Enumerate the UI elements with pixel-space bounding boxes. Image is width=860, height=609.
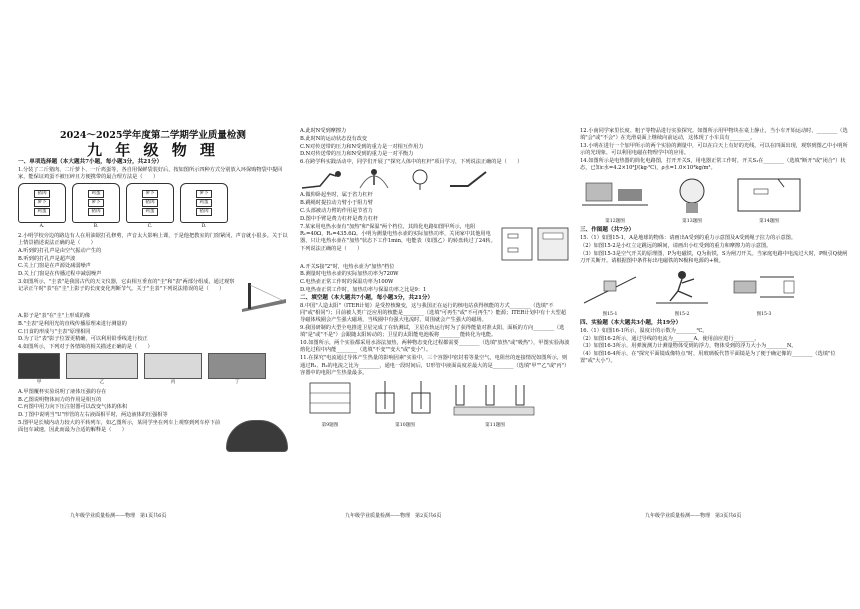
question-11: 11.在探究"电流通过导体产生热量的影响因素"实验中，三个容器中密封着等量空气，电阻丝的连接情况如图所示，则通过R₁、R₂的电流之比为________，通电一段时间后，U形管中液面高度差最大的是________（选填"甲""乙"或"丙"）容器中的电阻产生热量最多。 — [300, 355, 570, 376]
q3-option-d: D.为了让"表"影子位置更精确，可以利用铅垂线进行校正 — [18, 336, 148, 343]
q7-option-d: D.电热壶正常工作时，加热功率与保温功率之比是9：1 — [300, 287, 427, 294]
q4-option-b: B.乙图说明物体间力的作用是相互的 — [18, 396, 102, 403]
question-6: 6.在跨学科实践活动中，同学们开展了"探究人体中的杠杆"项目学习，下列说法正确的是（ ） — [300, 159, 523, 166]
question-16-1: 16.（1）如图16-1所示，温度计的示数为________℃。 — [580, 327, 708, 334]
fig15-1 — [580, 267, 640, 307]
q3-block — [18, 279, 288, 313]
fig13 — [662, 175, 722, 215]
fig10 — [370, 379, 440, 419]
q4-option-d: D.丁图中说明当"U"形管的左右液面相平时，两边液体的压强相等 — [18, 412, 168, 419]
question-13: 13.小明在进行一个加甲所示的两个实验的测量中，可以在白天上有好的光线，可以在四面出现，观察到图乙中小明所示的光现象，可以利用电磁在物理学中的应用。 — [580, 143, 848, 157]
bag-c: 萝卜 猪肉 鸡蛋 C. — [126, 183, 174, 230]
fig9 — [300, 379, 360, 419]
question-8: 8.中国"人造太阳"（ITER计划）是受控核聚变，这与我国正在运行的核电站获得核能的方式________（选填"不同"或"相同"）；目前被人类广泛应用的核能是________（选填"可再生"或"不可再生"）能源；ITER计划中有十大型超导磁体线圈会产生强大磁场，当线圈中有强大电流时，周围就会产生强大的磁场。 — [300, 302, 566, 324]
bag-d: 萝卜 鸡蛋 猪肉 D. — [180, 183, 228, 230]
q2-option-d: D.关上门窗是在传播过程中减弱噪声 — [18, 271, 102, 278]
fig15-2 — [652, 267, 712, 307]
section-4-heading: 四、实验题（本大题共3小题，共19分） — [580, 319, 682, 326]
footer-page-1: 九年级学业质量检测——物理 第1页共6页 — [70, 513, 167, 519]
footer-page-2: 九年级学业质量检测——物理 第2页共6页 — [345, 513, 442, 519]
q12-14-figure-row: 第12题图 第13题图 第14题图 — [580, 175, 850, 226]
question-7: 7.某家用电热水壶有"加热"和"保温"两个档位，其简化电路如图甲所示，电阻R₁=40Ω，R₂=435.6Ω。小明为测量电热水壶的实际加热功率，关闭家中其他用电器，只让电热水壶在"加热"状态下工作1min，电能表（如图乙）的转盘转过了24转。下列说法正确的是（ ） — [300, 223, 496, 252]
q6-option-c: C.头部被动力臂的作用是节省力 — [300, 208, 373, 215]
question-16-3: （3）如图16-3所示，用弹簧测力计测量物体受到的浮力，物体受到的浮力大小为________N。 — [580, 343, 797, 350]
exam-subject-title: 九 年 级 物 理 — [87, 141, 219, 159]
q2-option-c: C.关上门窗是在声源处减弱噪声 — [18, 263, 91, 270]
question-15-2: （2）如图15-2是小红立定跳远的瞬间，请画出小红受到的重力和摩擦力的示意图。 — [580, 242, 772, 249]
gui-biao-figure — [240, 279, 288, 313]
train-photo — [226, 420, 288, 452]
q3-option-c: C.日食的形成与"圭表"原理相同 — [18, 328, 91, 335]
section-1-heading: 一、单项选择题（本大题共7小题，每小题3分，共21分） — [18, 159, 163, 165]
q5-option-b: B.此时N的运动状态没有改变 — [300, 135, 368, 142]
q1-figure-row — [18, 183, 288, 230]
head-figure — [400, 168, 440, 190]
q5-option-d: D.N对传送带的压力和N受到的重力是一对平衡力 — [300, 151, 414, 158]
q5-block — [18, 420, 288, 452]
question-12: 12.小南同学家里长度、粗子等物品进行实验探究。如图所示用甲物块在桌上静止，当小车开始运动时，________（选填"会"或"不会"）在光滑桌面上继续向前运动，这体现了小车具有________。 — [580, 128, 848, 142]
q4-option-a: A.甲图覆杯实验说明了液体压强的存在 — [18, 388, 107, 395]
fig15-3 — [724, 267, 804, 307]
section-3-heading: 三、作图题（共7分） — [580, 227, 635, 234]
q4-figure-row: 甲 乙 丙 丁 — [18, 353, 288, 386]
question-15-3: （3）如图15-3是空气开关的原理图，P为电磁铁，Q为衔铁，S为闸刀开关。当家庭电路中电流过大时，P吸引Q使闸刀开关断开。请根据图中条件标出电磁铁的N极和电源的+极。 — [580, 250, 848, 265]
question-2: 2.小明学校旁边的路边有人在用油锯打孔修剪，声音太大影响上课，于是他把教室的门窗紧闭，声音就小很多。关于以上情景描述说法正确的是（ ） — [18, 232, 288, 246]
question-1: 1.分装了二斤猪肉、二斤萝卜、一斤鸡蛋等，各自用保鲜袋装好后，按如图所示四种方式分别放入环保购物袋中提回家，能保证鸡蛋不被压碎且方便携带的最合理方法是（ ） — [18, 166, 283, 181]
q3-option-a: A.影子是"表"在"圭"上形成的像 — [18, 312, 91, 319]
column-middle — [300, 128, 570, 432]
rope-figure — [354, 168, 394, 190]
q7-option-a: A.开关S接"2"时，电热水壶为"加热"档位 — [300, 263, 395, 270]
q4-option-c: C.丙图中用力向下压注射器可以改变气体的体积 — [18, 404, 128, 411]
bag-a: 猪肉 萝卜 鸡蛋 A. — [18, 183, 66, 230]
question-14: 14.如图所示是电热器的简化电路图，打开开关S，用电器正常工作时，开关S₁在________（选填"断开"或"闭合"）状态，已知c水=4.2×10³J/(kg·℃)，ρ水=1.0×10³kg/m³。 — [580, 158, 846, 172]
column-right — [580, 128, 850, 366]
q6-figure-row — [300, 168, 570, 190]
q5-option-c: C.N对传送带的压力和N受到的重力是一对相互作用力 — [300, 143, 424, 150]
q9-11-figure-row: 第9题图 第10题图 第11题图 — [300, 379, 570, 430]
q2-option-a: A.听到的打孔声是由空气振动产生的 — [18, 247, 102, 254]
q7-block — [300, 224, 570, 264]
question-3: 3.如图所示，"圭表"是我国古代的天文仪器，它由相互垂直的"圭"和"表"两部分组成，通过观察记录正午时"表"在"圭"上影子的长度变化判断节气。关于"圭表"下列说法错误的是（ ） — [18, 278, 235, 293]
arm-figure — [446, 168, 494, 190]
question-5: 5.图甲是长城内动力较大的平转列车，如乙图所示，某同学坐在列车上观察到列车停下前面包车减速，因此而最为合适的解释是（ ） — [18, 419, 221, 434]
fig11 — [450, 379, 540, 419]
q7-option-b: B.测量时电热水壶的实际加热功率为720W — [300, 271, 399, 278]
q3-option-b: B."圭表"是利用光的直线传播原理来进行测量的 — [18, 320, 127, 327]
q6-option-b: B.跳绳时提拉动力臂小于阻力臂 — [300, 200, 373, 207]
question-15-1: 15.（1）如图15-1，A是地球的物体：请画出A受到的重力示意图及A受到绳子拉力的示意图。 — [580, 235, 797, 242]
exam-title: 2024～2025学年度第二学期学业质量检测 — [60, 130, 246, 141]
fig12 — [580, 175, 650, 215]
q7-circuit-and-meter — [500, 224, 570, 264]
question-4: 4.如图所示，下列对于各情境的相关描述正确的是（ ） — [18, 344, 153, 351]
column-left — [18, 120, 288, 452]
question-9: 9.我国研制的大型全电推进卫星完成了在轨测试，卫星在轨运行时为了获得能量对准太阳，面板的方向________（选填"是"或"不是"）会跟随太阳转动的；卫星的太阳能电池板将________能转化为电能。 — [300, 325, 565, 339]
q7-option-c: C.电热壶正常工作时的保温功率为100W — [300, 279, 394, 286]
q5-option-a: A.此时N受到摩擦力 — [300, 128, 347, 134]
q15-figure-row: 图15-1 图15-2 图15-3 — [580, 267, 850, 318]
question-16-4: （4）如图16-4所示，在"探究平面镜成像特点"时，用玻璃板代替平面镜是为了便于确定像的________（选填"位置"或"大小"）。 — [580, 351, 836, 365]
footer-page-3: 九年级学业质量检测——物理 第3页共6页 — [645, 513, 742, 519]
section-2-heading: 二、填空题（本大题共7小题，每小题3分，共21分） — [300, 294, 434, 301]
bag-b: 鸡蛋 萝卜 猪肉 B. — [72, 183, 120, 230]
question-16-2: （2）如图16-2所示，通过导线的电流为________A，使用前应进行________。 — [580, 335, 760, 342]
q2-option-b: B.听到的打孔声是超声波 — [18, 255, 76, 262]
question-10: 10.如图所示，两个实验都采用水浴法加热，两种物态变化过程都需要________（选填"放热"或"吸热"），甲图实验海波熔化过程中内能________（选填"不变""变大"或"变小"）。 — [300, 340, 570, 354]
q6-option-d: D.图中手臂是费力杠杆是费力杠杆 — [300, 215, 379, 222]
q6-option-a: A.做仰卧起坐时，属于省力杠杆 — [300, 192, 373, 199]
situp-figure — [300, 168, 348, 190]
fig14 — [734, 175, 804, 215]
